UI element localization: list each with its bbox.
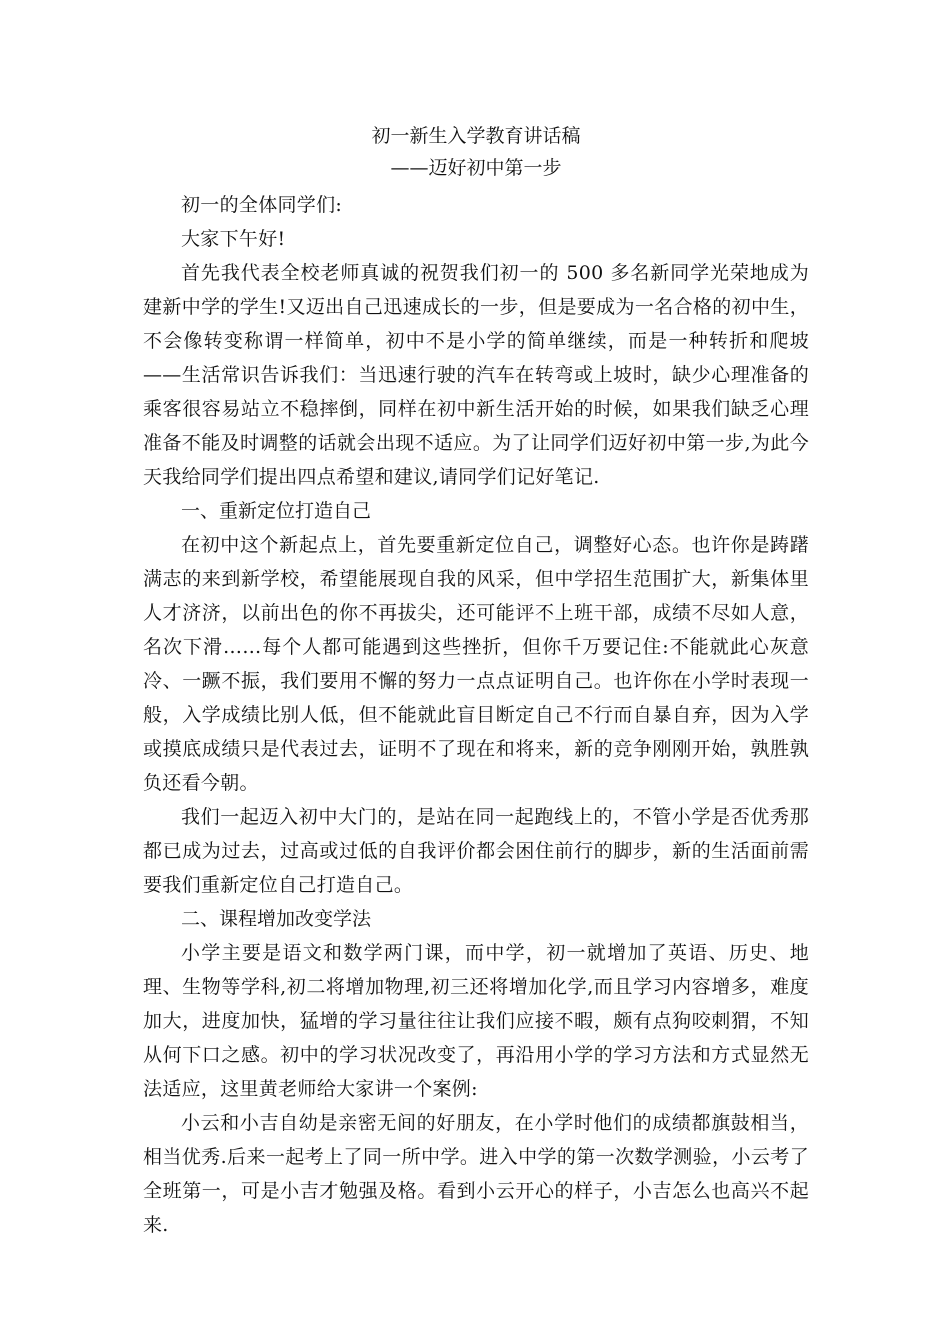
section-1-paragraph-2: 我们一起迈入初中大门的，是站在同一起跑线上的，不管小学是否优秀那都已成为过去，过高或过低的自我评价都会困住前行的脚步，新的生活面前需要我们重新定位自己打造自己。: [143, 806, 809, 896]
section-2-paragraph-2: 小云和小吉自幼是亲密无间的好朋友，在小学时他们的成绩都旗鼓相当，相当优秀.后来一起考上了同一所中学。进入中学的第一次数学测验，小云考了全班第一，可是小吉才勉强及格。看到小云开心的样子，小吉怎么也高兴不起来.: [143, 1112, 809, 1236]
document-subtitle: ——迈好初中第一步: [390, 157, 562, 179]
section-1-paragraph-1: 在初中这个新起点上，首先要重新定位自己，调整好心态。也许你是踌躇满志的来到新学校，希望能展现自我的风采，但中学招生范围扩大，新集体里人才济济，以前出色的你不再拔尖，还可能评不上班干部，成绩不尽如人意，名次下滑……每个人都可能遇到这些挫折，但你千万要记住:不能就此心灰意冷、一蹶不振，我们要用不懈的努力一点点证明自己。也许你在小学时表现一般，入学成绩比别人低，但不能就此盲目断定自己不行而自暴自弃，因为入学或摸底成绩只是代表过去，证明不了现在和将来，新的竞争刚刚开始，孰胜孰负还看今朝。: [143, 534, 809, 794]
intro-paragraph: 首先我代表全校老师真诚的祝贺我们初一的 500 多名新同学光荣地成为建新中学的学生!又迈出自己迅速成长的一步，但是要成为一名合格的初中生，不会像转变称谓一样简单，初中不是小学的简单继续，而是一种转折和爬坡——生活常识告诉我们：当迅速行驶的汽车在转弯或上坡时，缺少心理准备的乘客很容易站立不稳摔倒，同样在初中新生活开始的时候，如果我们缺乏心理准备不能及时调整的话就会出现不适应。为了让同学们迈好初中第一步,为此今天我给同学们提出四点希望和建议,请同学们记好笔记.: [143, 262, 809, 488]
section-2-paragraph-1: 小学主要是语文和数学两门课，而中学，初一就增加了英语、历史、地理、生物等学科,初二将增加物理,初三还将增加化学,而且学习内容增多，难度加大，进度加快，猛增的学习量往往让我们应接不暇，颇有点狗咬刺猬，不知从何下口之感。初中的学习状况改变了，再沿用小学的学习方法和方式显然无法适应，这里黄老师给大家讲一个案例:: [143, 942, 809, 1100]
section-1-heading: 一、重新定位打造自己: [181, 500, 372, 522]
document-page: [143, 120, 809, 1242]
greeting: 大家下午好!: [181, 228, 286, 250]
document-title: 初一新生入学教育讲话稿: [371, 125, 581, 147]
section-2-heading: 二、课程增加改变学法: [181, 908, 372, 930]
salutation: 初一的全体同学们:: [181, 194, 343, 216]
